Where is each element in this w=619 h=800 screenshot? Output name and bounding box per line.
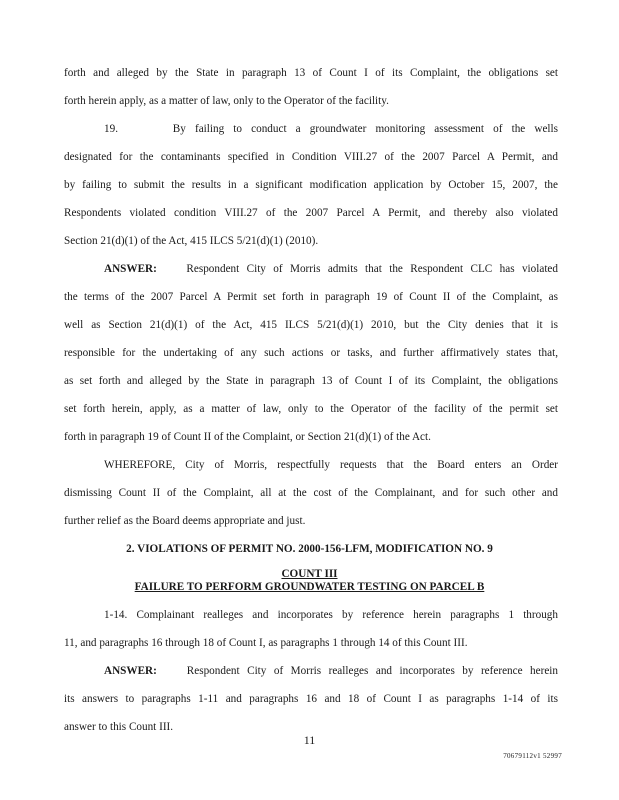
text-span: Respondent City of Morris realleges and incorporates by reference herein — [186, 665, 558, 677]
text-line: further relief as the Board deems appropriate and just. — [64, 515, 306, 527]
count-heading: COUNT III — [281, 568, 338, 580]
text-line: 11, and paragraphs 16 through 18 of Count I, as paragraphs 1 through 14 of this Count III. — [64, 637, 468, 649]
text-line: dismissing Count II of the Complaint, all at the cost of the Complainant, and for such other and — [64, 487, 558, 499]
text-span: Respondent City of Morris admits that the Respondent CLC has violated — [186, 263, 558, 275]
paragraph-1-14-first-line: 1-14. Complainant realleges and incorporates by reference herein paragraphs 1 through — [104, 609, 558, 621]
text-line: well as Section 21(d)(1) of the Act, 415 ILCS 5/21(d)(1) 2010, but the City denies that it is — [64, 319, 558, 331]
text-line: answer to this Count III. — [64, 721, 174, 733]
text-line: forth and alleged by the State in paragraph 13 of Count I of its Complaint, the obligations set — [64, 67, 558, 79]
text-line: the terms of the 2007 Parcel A Permit set forth in paragraph 19 of Count II of the Complaint, as — [64, 291, 558, 303]
text-span: By failing to conduct a groundwater monitoring assessment of the wells — [172, 123, 559, 135]
text-line: forth in paragraph 19 of Count II of the Complaint, or Section 21(d)(1) of the Act. — [64, 431, 431, 443]
answer-first-line — [104, 262, 558, 276]
answer-label: ANSWER: — [104, 263, 157, 275]
text-line: Respondents violated condition VIII.27 of the 2007 Parcel A Permit, and thereby also violated — [64, 207, 558, 219]
page-number: 11 — [303, 733, 316, 747]
text-line: designated for the contaminants specified in Condition VIII.27 of the 2007 Parcel A Permit, and — [64, 151, 558, 163]
answer-label: ANSWER: — [104, 665, 157, 677]
text-line: as set forth and alleged by the State in paragraph 13 of Count I of its Complaint, the obligations — [64, 375, 558, 387]
paragraph-19-first-line — [104, 122, 558, 136]
paragraph-number: 19. — [104, 123, 118, 135]
text-line: its answers to paragraphs 1-11 and paragraphs 16 and 18 of Count I as paragraphs 1-14 of its — [64, 693, 558, 705]
document-id: 70679112v1 52997 — [503, 752, 562, 760]
text-line: set forth herein, apply, as a matter of law, only to the Operator of the facility of the permit set — [64, 403, 558, 415]
text-line: responsible for the undertaking of any such actions or tasks, and further affirmatively states that, — [64, 347, 558, 359]
answer-first-line — [104, 664, 558, 678]
wherefore-first-line: WHEREFORE, City of Morris, respectfully requests that the Board enters an Order — [104, 459, 558, 471]
count-subheading: FAILURE TO PERFORM GROUNDWATER TESTING ON PARCEL B — [134, 581, 485, 593]
text-line: Section 21(d)(1) of the Act, 415 ILCS 5/21(d)(1) (2010). — [64, 235, 319, 247]
text-line: by failing to submit the results in a significant modification application by October 15, 2007, the — [64, 179, 558, 191]
section-heading: 2. VIOLATIONS OF PERMIT NO. 2000-156-LFM, MODIFICATION NO. 9 — [126, 543, 493, 555]
text-line: forth herein apply, as a matter of law, only to the Operator of the facility. — [64, 95, 389, 107]
